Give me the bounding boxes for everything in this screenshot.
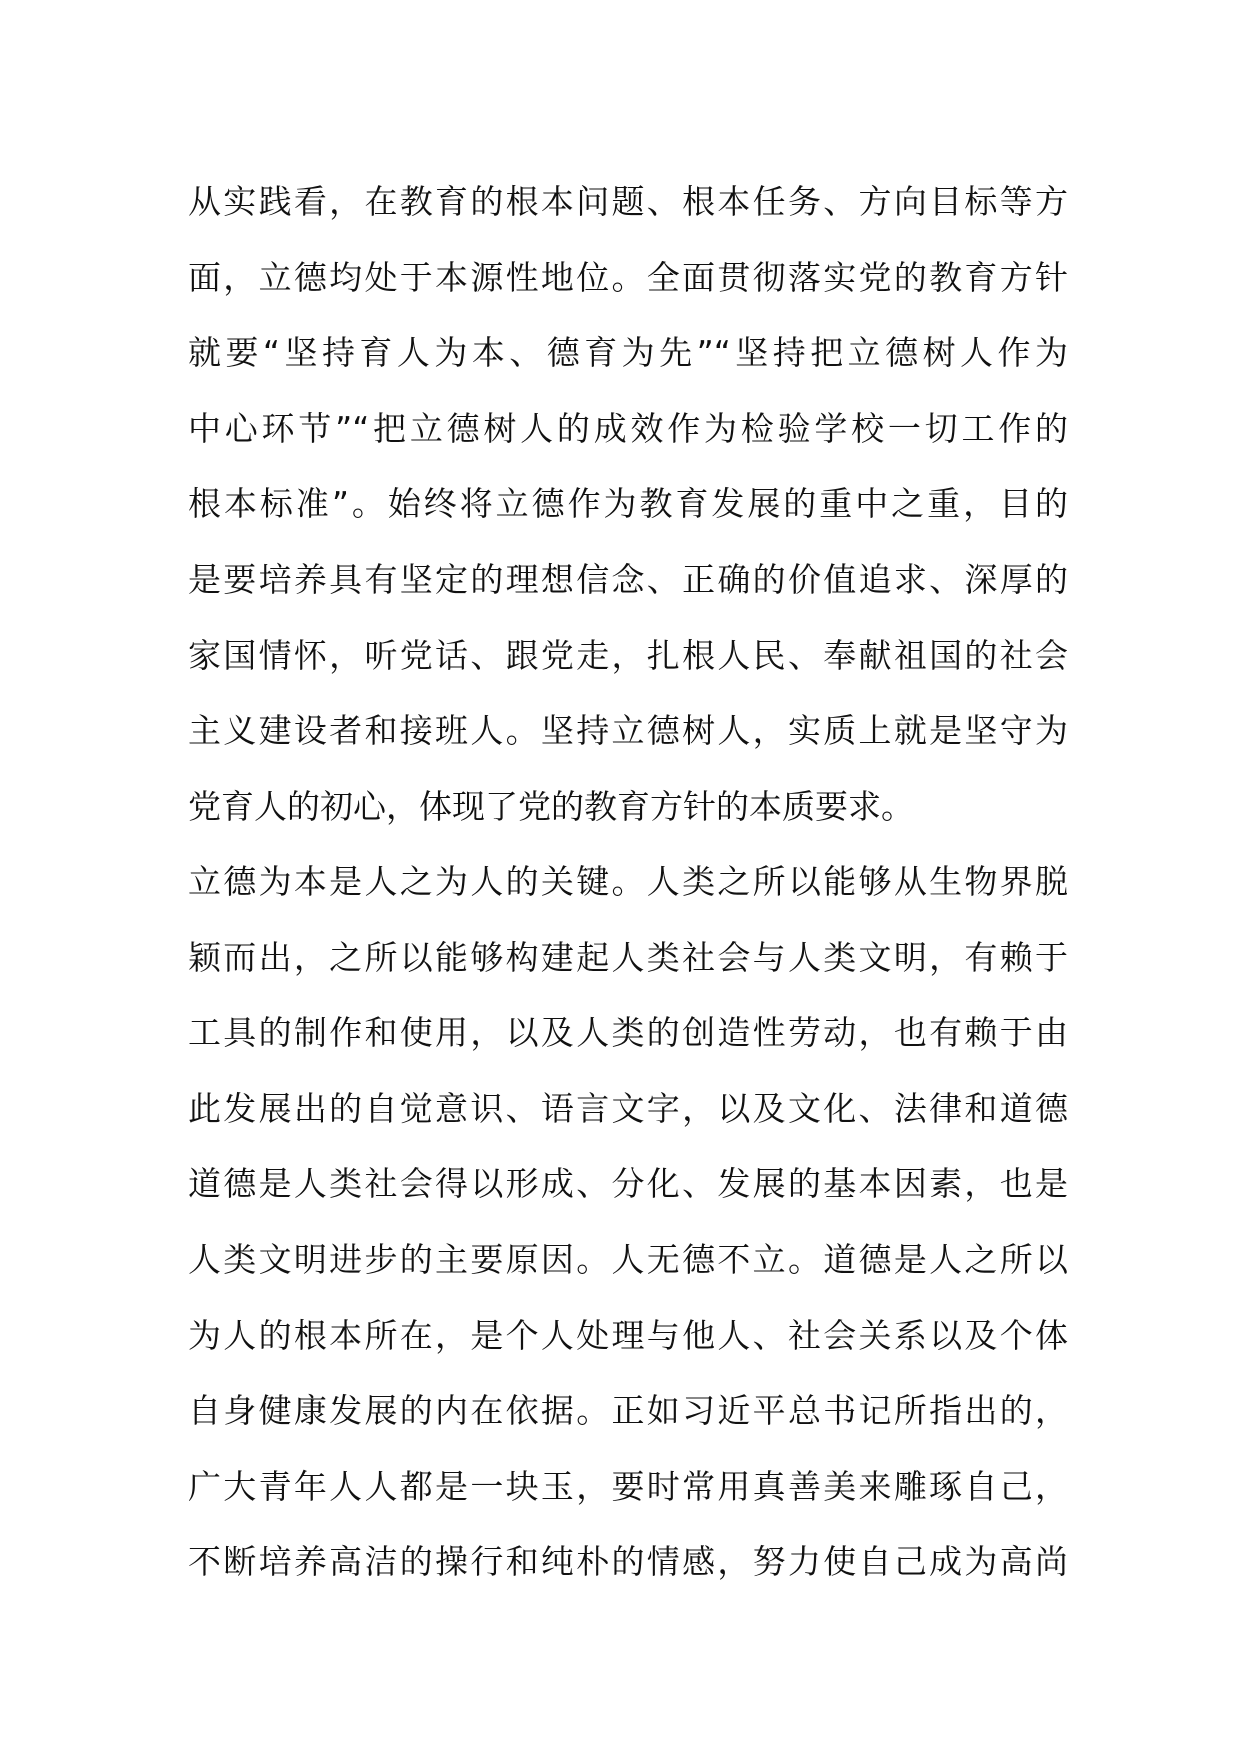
paragraph-line: 面，立德均处于本源性地位。全面贯彻落实党的教育方针 [188, 257, 1068, 297]
paragraph-1 [188, 164, 1068, 844]
paragraph-line: 工具的制作和使用，以及人类的创造性劳动，也有赖于由 [188, 1013, 1068, 1053]
paragraph-line: 自身健康发展的内在依据。正如习近平总书记所指出的， [188, 1391, 1068, 1431]
paragraph-line: 党育人的初心，体现了党的教育方针的本质要求。 [188, 786, 914, 826]
paragraph-line: 根本标准”。始终将立德作为教育发展的重中之重，目的 [188, 484, 1068, 524]
paragraph-line: 不断培养高洁的操行和纯朴的情感，努力使自己成为高尚 [188, 1542, 1068, 1582]
paragraph-line: 为人的根本所在，是个人处理与他人、社会关系以及个体 [188, 1315, 1068, 1355]
paragraph-line: 此发展出的自觉意识、语言文字，以及文化、法律和道德 [188, 1088, 1068, 1128]
paragraph-line: 道德是人类社会得以形成、分化、发展的基本因素，也是 [188, 1164, 1068, 1204]
paragraph-line: 家国情怀，听党话、跟党走，扎根人民、奉献祖国的社会 [188, 635, 1068, 675]
paragraph-line: 是要培养具有坚定的理想信念、正确的价值追求、深厚的 [188, 559, 1068, 599]
paragraph-line: 立德为本是人之为人的关键。人类之所以能够从生物界脱 [188, 862, 1068, 901]
paragraph-line: 主义建设者和接班人。坚持立德树人，实质上就是坚守为 [188, 711, 1068, 751]
paragraph-line: 人类文明进步的主要原因。人无德不立。道德是人之所以 [188, 1239, 1068, 1279]
paragraph-line: 中心环节”“把立德树人的成效作为检验学校一切工作的 [188, 408, 1068, 448]
paragraph-line: 颖而出，之所以能够构建起人类社会与人类文明，有赖于 [188, 937, 1068, 977]
paragraph-line: 从实践看，在教育的根本问题、根本任务、方向目标等方 [188, 182, 1068, 221]
paragraph-2 [188, 844, 1068, 1600]
paragraph-line: 就要“坚持育人为本、德育为先”“坚持把立德树人作为 [188, 333, 1068, 373]
paragraph-line: 广大青年人人都是一块玉，要时常用真善美来雕琢自己， [188, 1466, 1068, 1506]
